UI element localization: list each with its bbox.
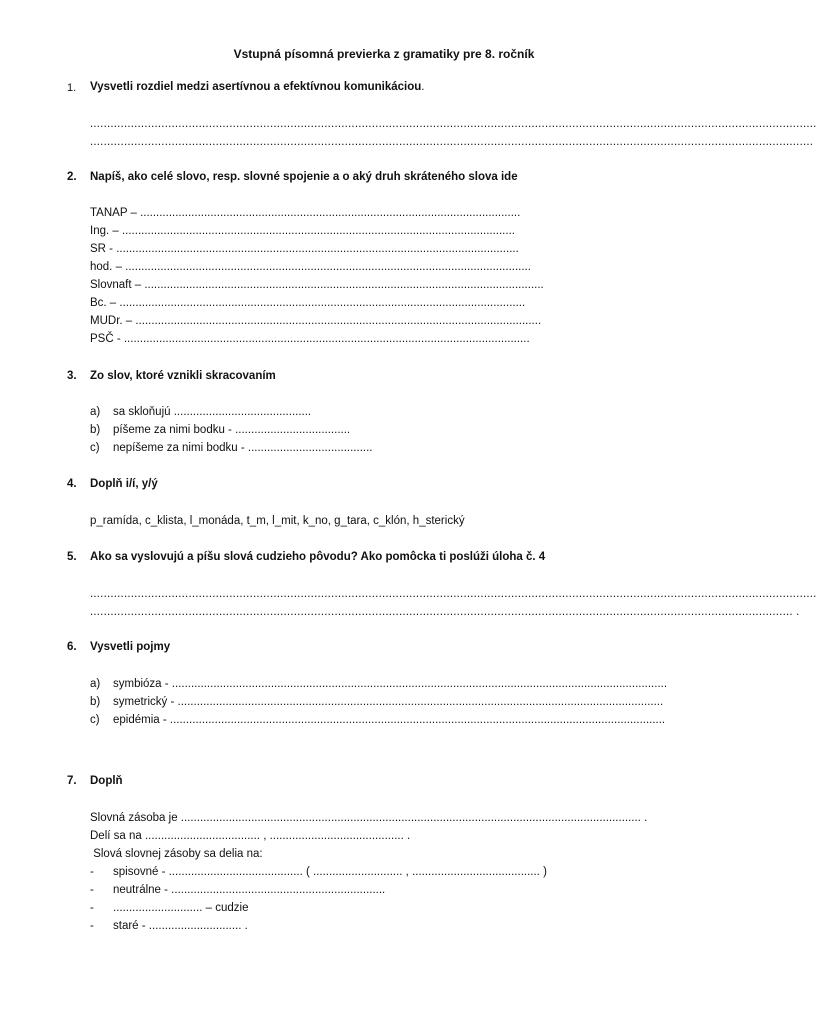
list-item-letter: b) [90, 696, 101, 708]
dash-bullet: - [90, 902, 94, 914]
dash-item-text: ............................ – cudzie [113, 902, 249, 914]
question-1 [90, 81, 424, 93]
sub-heading: Slová slovnej zásoby sa delia na: [90, 848, 263, 860]
abbreviation-item-hod[interactable]: hod. – ............................................................................................................................... [90, 261, 531, 273]
list-item[interactable] [90, 678, 702, 690]
list-item-letter: a) [90, 678, 101, 690]
abbreviation-item-sr[interactable]: SR - .............................................................................................................................. [90, 243, 519, 255]
list-item[interactable] [90, 714, 702, 726]
answer-line-5b[interactable]: ............................................................................................................................................................................................................... . [90, 606, 800, 618]
abbreviation-item-mudr[interactable]: MUDr. – ............................................................................................................................... [90, 315, 542, 327]
abbreviation-item-slovnaft[interactable]: Slovnaft – ............................................................................................................................. [90, 279, 544, 291]
question-5-number: 5. [67, 551, 77, 563]
abbreviation-item-psc[interactable]: PSČ - ............................................................................................................................... [90, 333, 530, 345]
question-7-number: 7. [67, 775, 77, 787]
list-item-text: epidémia - ........................................................................................................................................................... [113, 714, 666, 726]
page-title: Vstupná písomná previerka z gramatiky pre 8. ročník [233, 47, 535, 61]
abbreviation-item-ing[interactable]: Ing. – ........................................................................................................................... [90, 225, 515, 237]
question-6-text: Vysvetli pojmy [90, 641, 171, 653]
list-item-text: píšeme za nimi bodku - .................................... [113, 424, 351, 436]
list-item-letter: a) [90, 406, 101, 418]
list-item-text: symetrický - ........................................................................................................................................................ [113, 696, 664, 708]
list-item-letter: c) [90, 714, 100, 726]
list-item[interactable] [90, 424, 350, 436]
dash-list-item[interactable] [90, 902, 249, 914]
list-item[interactable] [90, 442, 372, 454]
dash-bullet: - [90, 920, 94, 932]
fill-in-words[interactable]: p_ramída, c_klista, l_monáda, t_m, l_mit, k_no, g_tara, c_klón, h_sterický [90, 515, 465, 527]
question-7-text: Doplň [90, 775, 123, 787]
dash-bullet: - [90, 866, 94, 878]
question-1-text: Vysvetli rozdiel medzi asertívnou a efektívnou komunikáciou [90, 81, 422, 93]
dash-list-item[interactable] [90, 884, 385, 896]
abbreviation-item-bc[interactable]: Bc. – ............................................................................................................................... [90, 297, 526, 309]
list-item-text: nepíšeme za nimi bodku - ....................................... [113, 442, 373, 454]
question-4-number: 4. [67, 478, 77, 490]
dash-list-item[interactable] [90, 920, 248, 932]
dash-item-text: spisovné - .......................................... ( ............................ , ........................................ ) [113, 866, 547, 878]
dash-item-text: neutrálne - ................................................................... [113, 884, 386, 896]
question-2-text: Napíš, ako celé slovo, resp. slovné spojenie a o aký druh skráteného slova ide [90, 171, 518, 183]
list-item[interactable] [90, 406, 311, 418]
list-item-letter: c) [90, 442, 100, 454]
question-1-period: . [421, 81, 425, 93]
question-2-number: 2. [67, 171, 77, 183]
dash-bullet: - [90, 884, 94, 896]
fill-line-slovna-zasoba[interactable]: Slovná zásoba je ................................................................................................................................................ . [90, 812, 648, 824]
question-4-text: Doplň i/í, y/ý [90, 478, 158, 490]
question-1-number: 1. [67, 82, 77, 94]
question-5-text: Ako sa vyslovujú a píšu slová cudzieho pôvodu? Ako pomôcka ti poslúži úloha č. 4 [90, 551, 546, 563]
fill-line-deli-sa-na[interactable]: Delí sa na .................................... , .......................................... . [90, 830, 411, 842]
answer-line-1a[interactable]: ...................................................................................................................................................................................................................... [90, 118, 817, 130]
abbreviation-item-tanap[interactable]: TANAP – ....................................................................................................................... [90, 207, 521, 219]
answer-line-1b[interactable]: ..................................................................................................................................................................................................................... [90, 136, 814, 148]
answer-line-5a[interactable]: ...................................................................................................................................................................................................................... [90, 588, 817, 600]
list-item-text: symbióza - ........................................................................................................................................................... [113, 678, 668, 690]
list-item[interactable] [90, 696, 702, 708]
dash-list-item[interactable] [90, 866, 547, 878]
question-3-text: Zo slov, ktoré vznikli skracovaním [90, 370, 276, 382]
dash-item-text: staré - ............................. . [113, 920, 248, 932]
question-3-number: 3. [67, 370, 77, 382]
question-6-number: 6. [67, 641, 77, 653]
list-item-letter: b) [90, 424, 101, 436]
list-item-text: sa skloňujú ........................................... [113, 406, 312, 418]
